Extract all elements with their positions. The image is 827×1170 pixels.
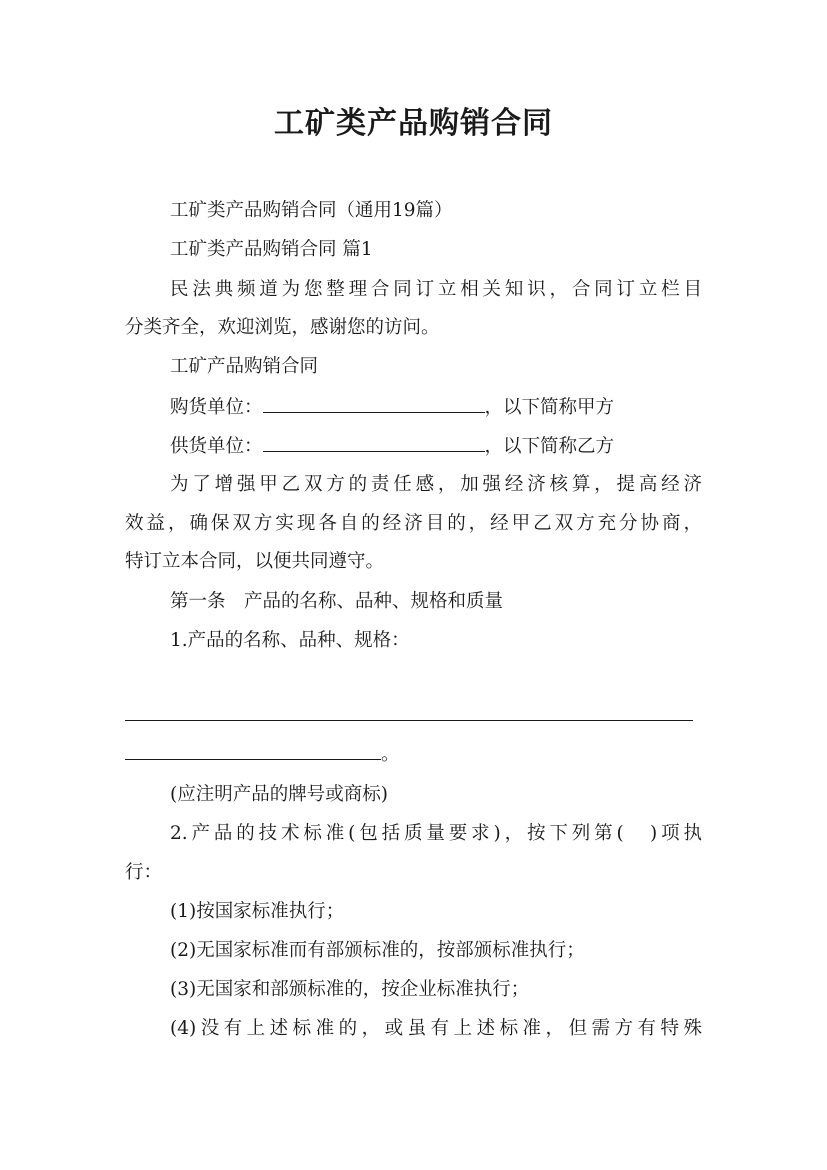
buyer-suffix: ，以下简称甲方 [484,397,615,418]
purpose-paragraph-line-3: 特订立本合同，以便共同遵守。 [125,551,385,572]
item-2-line-1: 2.产品的技术标准(包括质量要求)，按下列第( )项执 [170,823,702,844]
fill-in-end-mark: 。 [381,744,400,765]
buyer-label: 购货单位： [170,397,263,418]
standard-option-4: (4)没有上述标准的，或虽有上述标准，但需方有特殊 [170,1018,702,1039]
purpose-paragraph-line-1: 为了增强甲乙双方的责任感，加强经济核算，提高经济 [170,474,702,495]
section-label: 工矿类产品购销合同 篇1 [170,239,373,260]
seller-row [170,434,614,459]
article-1-heading: 第一条 产品的名称、品种、规格和质量 [170,591,504,612]
seller-suffix: ，以下简称乙方 [484,436,615,457]
intro-paragraph-line-1: 民法典频道为您整理合同订立相关知识，合同订立栏目 [170,279,702,300]
seller-label: 供货单位： [170,436,263,457]
brand-note: (应注明产品的牌号或商标) [170,784,388,805]
standard-option-3: (3)无国家和部颁标准的，按企业标准执行； [170,979,530,1000]
fill-in-line-1 [125,720,693,721]
document-title: 工矿类产品购销合同 [274,106,553,141]
buyer-row [170,395,614,420]
buyer-blank [263,395,485,413]
fill-in-line-2 [125,742,381,760]
standard-option-1: (1)按国家标准执行； [170,901,345,922]
document-subtitle: 工矿类产品购销合同（通用19篇） [170,200,453,221]
seller-blank [263,434,485,452]
item-2-line-2: 行： [125,862,163,883]
item-1-label: 1.产品的名称、品种、规格： [170,630,410,651]
standard-option-2: (2)无国家标准而有部颁标准的，按部颁标准执行； [170,940,585,961]
intro-paragraph-line-2: 分类齐全，欢迎浏览，感谢您的访问。 [125,317,440,338]
fill-in-line-2-row [125,742,400,767]
purpose-paragraph-line-2: 效益，确保双方实现各自的经济目的，经甲乙双方充分协商， [125,513,702,534]
contract-name: 工矿产品购销合同 [170,356,319,377]
